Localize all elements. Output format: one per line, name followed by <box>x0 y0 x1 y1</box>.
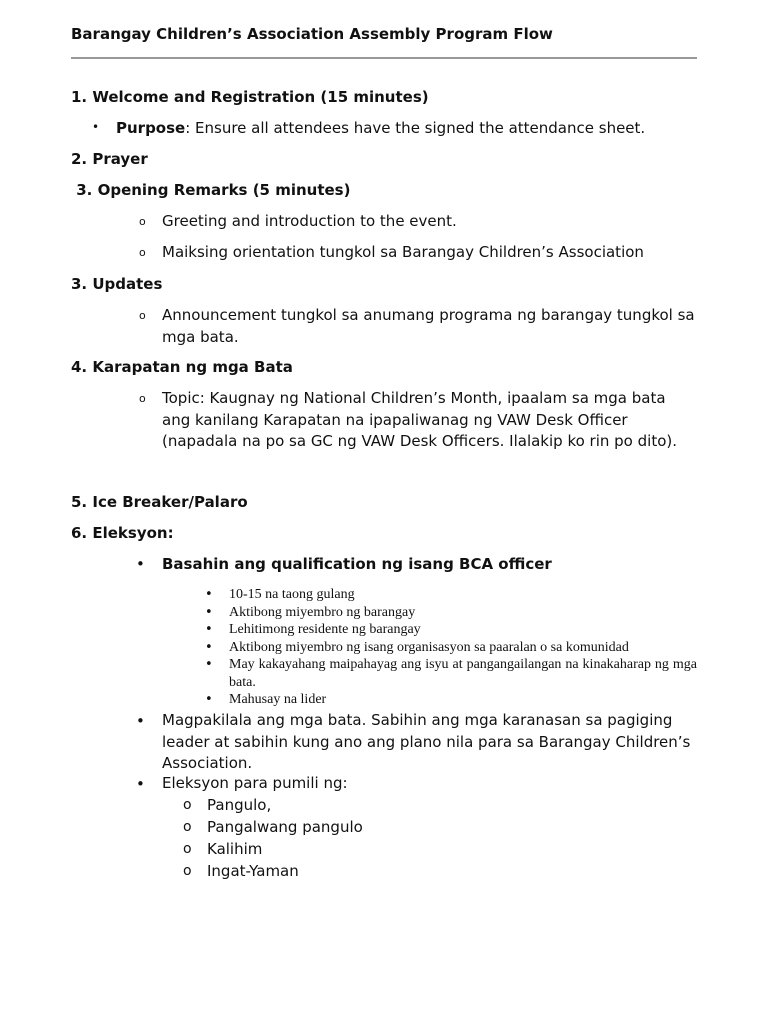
karapatan-item-topic: Topic: Kaugnay ng National Children’s Month, ipaalam sa mga bata ang kanilang Karapatan na ipapaliwanag ng VAW Desk Officer (napadala na po sa GC ng VAW Desk Officers. Ilalakip ko rin po dito). <box>162 389 677 450</box>
circle-bullet-icon: o <box>183 818 192 835</box>
bullet-icon: • <box>205 639 213 655</box>
section-heading-karapatan: 4. Karapatan ng mga Bata <box>71 358 293 376</box>
title-divider <box>71 57 697 59</box>
purpose-label: Purpose <box>116 119 186 137</box>
bullet-icon: • <box>205 692 213 707</box>
bullet-icon: • <box>92 120 100 134</box>
position-item-pangalwang-pangulo: o Pangalwang pangulo <box>183 817 363 839</box>
purpose-item <box>116 118 645 140</box>
qualification-list <box>205 586 697 709</box>
square-bullet-icon: o <box>139 392 146 405</box>
document-title: Barangay Children’s Association Assembly Program Flow <box>71 25 553 43</box>
section-heading-opening-remarks: 3. Opening Remarks (5 minutes) <box>71 181 351 199</box>
bullet-icon: • <box>136 712 145 730</box>
bullet-icon: • <box>205 657 213 672</box>
square-bullet-icon: o <box>139 215 146 228</box>
election-intro: Eleksyon para pumili ng: <box>162 774 348 792</box>
opening-item-greeting: Greeting and introduction to the event. <box>162 212 457 230</box>
circle-bullet-icon: o <box>183 797 192 813</box>
section-heading-prayer: 2. Prayer <box>71 150 148 168</box>
qualification-heading: Basahin ang qualification ng isang BCA officer <box>162 555 552 573</box>
qualification-item: • May kakayahang maipahayag ang isyu at pangangailangan na kinakaharap ng mga bata. <box>205 657 697 690</box>
circle-bullet-icon: o <box>183 862 192 879</box>
position-item-ingat-yaman: o Ingat-Yaman <box>183 861 363 883</box>
qualification-item: • Mahusay na lider <box>205 692 327 707</box>
position-item-pangulo: o Pangulo, <box>183 795 363 817</box>
bullet-icon: • <box>205 587 213 602</box>
square-bullet-icon: o <box>139 309 146 322</box>
section-heading-welcome: 1. Welcome and Registration (15 minutes) <box>71 88 429 106</box>
section-heading-eleksyon: 6. Eleksyon: <box>71 524 174 542</box>
square-bullet-icon: o <box>139 246 146 259</box>
purpose-text: : Ensure all attendees have the signed the attendance sheet. <box>185 119 646 137</box>
circle-bullet-icon: o <box>183 840 192 857</box>
bullet-icon: • <box>205 622 213 637</box>
opening-item-orientation: Maiksing orientation tungkol sa Barangay Children’s Association <box>162 243 644 261</box>
positions-list <box>183 795 363 883</box>
bullet-icon: • <box>205 604 213 620</box>
introduction-item: Magpakilala ang mga bata. Sabihin ang mga karanasan sa pagiging leader at sabihin kung ano ang plano nila para sa Barangay Children’s Association. <box>162 711 691 772</box>
bullet-icon: • <box>136 555 145 573</box>
qualification-item: • Lehitimong residente ng barangay <box>205 622 421 637</box>
qualification-item: • Aktibong miyembro ng isang organisasyon sa paaralan o sa komunidad <box>205 639 629 655</box>
section-heading-ice-breaker: 5. Ice Breaker/Palaro <box>71 493 248 511</box>
qualification-item: • 10-15 na taong gulang <box>205 587 355 602</box>
section-heading-updates: 3. Updates <box>71 275 163 293</box>
qualification-item: • Aktibong miyembro ng barangay <box>205 604 416 620</box>
updates-item-announcement: Announcement tungkol sa anumang programa ng barangay tungkol sa mga bata. <box>162 306 695 346</box>
bullet-icon: • <box>136 775 145 793</box>
position-item-kalihim: o Kalihim <box>183 839 363 861</box>
